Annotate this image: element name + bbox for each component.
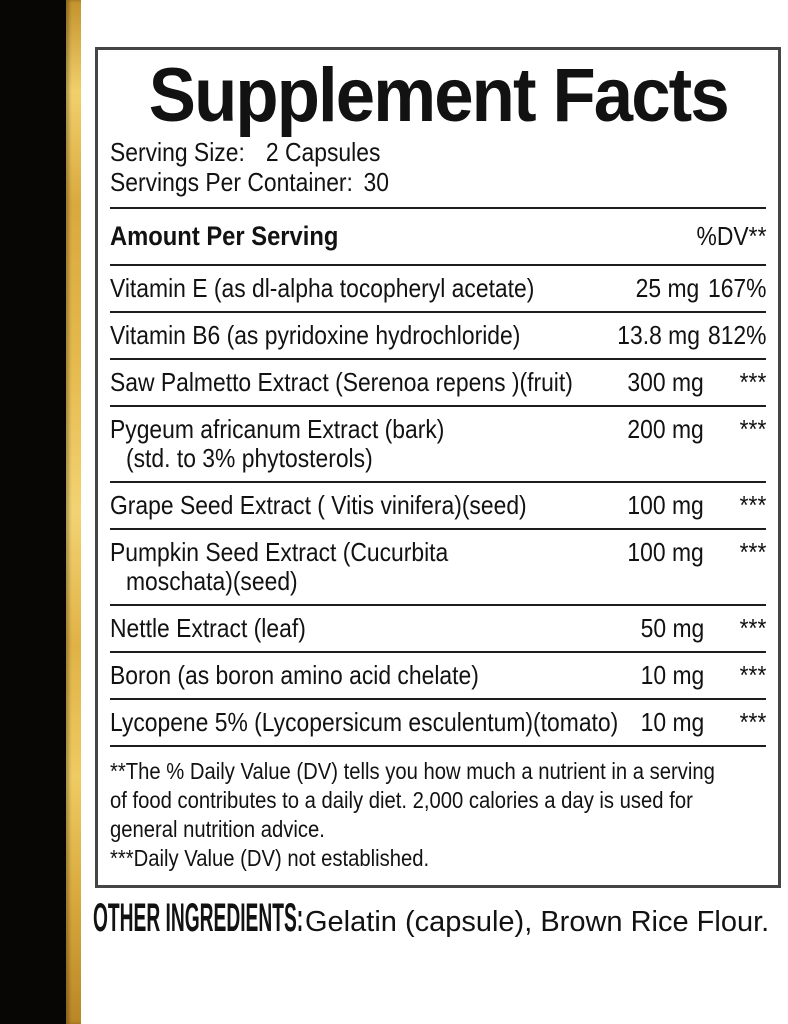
table-row-saw-palmetto xyxy=(110,360,766,407)
footnote-line: ***Daily Value (DV) not established. xyxy=(110,844,430,871)
ingredient-name: Pumpkin Seed Extract (Cucurbita moschata)(seed) xyxy=(110,538,612,596)
supplement-facts-title-text: Supplement Facts xyxy=(148,53,728,138)
serving-size-label: Serving Size: xyxy=(110,136,245,167)
table-row-vitamin-b6 xyxy=(110,313,766,360)
other-ingredients-value: Gelatin (capsule), Brown Rice Flour. xyxy=(305,906,770,938)
serving-info-block xyxy=(110,135,766,207)
ingredient-dv: *** xyxy=(739,659,766,690)
ingredient-dv: *** xyxy=(739,706,766,737)
servings-per-container-label: Servings Per Container: xyxy=(110,166,353,197)
ingredient-name-line2: (std. to 3% phytosterols) xyxy=(126,442,373,473)
ingredient-name: Vitamin E (as dl-alpha tocopheryl acetate) xyxy=(110,272,535,303)
table-row-pumpkin-seed xyxy=(110,530,766,606)
table-row-vitamin-e xyxy=(110,266,766,313)
serving-size-line xyxy=(110,137,766,167)
servings-per-container-line xyxy=(110,167,766,197)
percent-dv-heading: %DV** xyxy=(696,220,766,251)
ingredient-amount: 100 mg xyxy=(627,536,704,567)
other-ingredients-label-box xyxy=(93,896,305,941)
ingredient-amount: 100 mg xyxy=(627,489,704,520)
left-black-bar xyxy=(0,0,66,1024)
ingredient-name: Boron (as boron amino acid chelate) xyxy=(110,659,479,690)
ingredient-name: Grape Seed Extract ( Vitis vinifera)(seed) xyxy=(110,489,527,520)
ingredient-amount: 200 mg xyxy=(627,413,704,444)
ingredient-dv: 812% xyxy=(707,319,766,350)
ingredient-amount: 50 mg xyxy=(640,612,704,643)
ingredient-amount: 300 mg xyxy=(627,366,704,397)
ingredient-amount: 10 mg xyxy=(640,706,704,737)
supplement-facts-panel xyxy=(95,47,781,888)
ingredient-name: Lycopene 5% (Lycopersicum esculentum)(tomato) xyxy=(110,706,619,737)
dv-footnote xyxy=(110,747,766,883)
ingredient-dv: *** xyxy=(739,366,766,397)
serving-size-value: 2 Capsules xyxy=(265,136,381,167)
amount-per-serving-heading: Amount Per Serving xyxy=(110,220,339,251)
gold-accent-stripe xyxy=(66,0,81,1024)
table-row-lycopene xyxy=(110,700,766,747)
ingredient-dv: *** xyxy=(739,413,766,444)
table-row-boron xyxy=(110,653,766,700)
supplement-facts-title xyxy=(110,50,766,138)
ingredient-name: Vitamin B6 (as pyridoxine hydrochloride) xyxy=(110,319,521,350)
ingredient-dv: *** xyxy=(739,489,766,520)
ingredient-name-line2: moschata)(seed) xyxy=(126,565,298,596)
footnote-line: **The % Daily Value (DV) tells you how much a nutrient in a serving xyxy=(110,757,715,784)
table-row-pygeum xyxy=(110,407,766,483)
ingredient-amount: 10 mg xyxy=(640,659,704,690)
table-row-grape-seed xyxy=(110,483,766,530)
footnote-line: general nutrition advice. xyxy=(110,815,325,842)
ingredient-dv: 167% xyxy=(707,272,766,303)
ingredient-name: Nettle Extract (leaf) xyxy=(110,612,306,643)
servings-per-container-value: 30 xyxy=(363,166,389,197)
ingredient-dv: *** xyxy=(739,612,766,643)
ingredient-amount: 13.8 mg xyxy=(616,319,700,350)
other-ingredients-line xyxy=(93,896,788,941)
ingredient-dv: *** xyxy=(739,536,766,567)
table-row-nettle xyxy=(110,606,766,653)
amount-per-serving-header-row xyxy=(110,209,766,266)
ingredient-name: Pygeum africanum Extract (bark) (std. to 3% phytosterols) xyxy=(110,415,612,473)
other-ingredients-label: OTHER INGREDIENTS: xyxy=(93,896,304,940)
ingredient-name: Saw Palmetto Extract (Serenoa repens )(fruit) xyxy=(110,366,573,397)
ingredient-amount: 25 mg xyxy=(635,272,700,303)
footnote-line: of food contributes to a daily diet. 2,000 calories a day is used for xyxy=(110,786,693,813)
